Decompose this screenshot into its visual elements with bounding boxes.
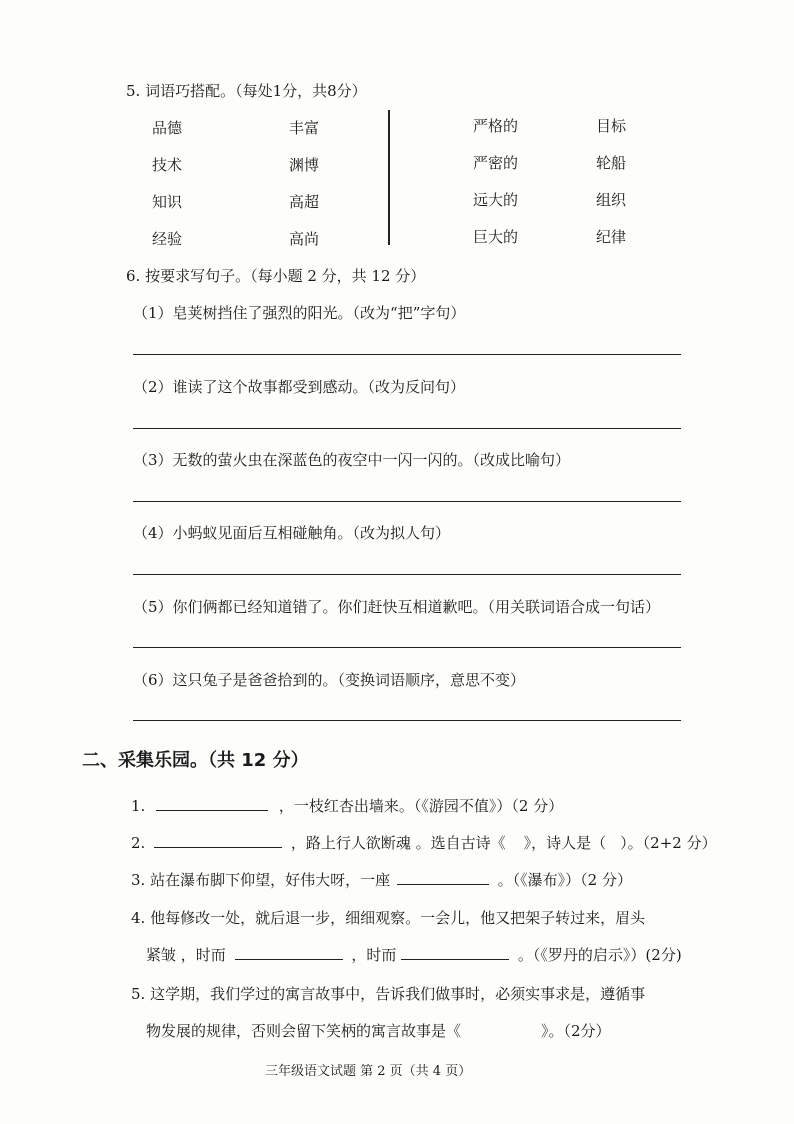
q5-right-match-word: 目标 [596,117,627,135]
s2-item-1-text: ，一枝红杏出墙来。（《游园不值》）（2 分） [278,797,564,815]
s2-item-4-line2 [146,944,682,965]
q5-left-match-word: 高尚 [289,230,320,248]
fill-blank[interactable] [235,945,343,960]
answer-line[interactable] [133,428,681,429]
q5-left-match-word: 高超 [289,193,320,211]
answer-line[interactable] [133,574,681,575]
q5-right-word: 远大的 [473,191,519,209]
q5-right-word: 严格的 [473,117,519,135]
answer-line[interactable] [133,354,681,355]
s2-item-1-number: 1. [131,797,146,815]
s2-item-2-text: ）。（2+2 分） [620,834,717,852]
q5-right-word: 严密的 [473,154,519,172]
s2-item-1 [131,795,563,816]
q5-left-word: 品德 [152,119,183,137]
s2-item-5-text: 物发展的规律，否则会留下笑柄的寓言故事是《 [146,1022,462,1040]
q6-item: （3）无数的萤火虫在深蓝色的夜空中一闪一闪的。（改成比喻句） [133,451,571,469]
section-2-title: 二、采集乐园。（共 12 分） [82,750,309,771]
q5-right-match-word: 组织 [596,191,627,209]
fill-blank[interactable] [156,796,268,811]
answer-line[interactable] [133,720,681,721]
s2-item-4-line1: 4. 他每修改一处，就后退一步，细细观察。一会儿，他又把架子转过来，眉头 [131,909,646,927]
s2-item-5-text: 》。（2分） [541,1022,611,1040]
s2-item-2 [131,832,717,853]
q6-item: （4）小蚂蚁见面后互相碰触角。（改为拟人句） [133,524,451,542]
s2-item-5-line2 [146,1020,611,1041]
fill-blank[interactable] [401,945,509,960]
q5-right-match-word: 轮船 [596,154,627,172]
q5-divider [388,110,390,245]
q6-title: 6. 按要求写句子。（每小题 2 分，共 12 分） [126,267,426,285]
q5-left-word: 经验 [152,230,183,248]
q5-left-word: 知识 [152,193,183,211]
s2-item-3 [131,869,632,890]
s2-item-3-text: 。（《瀑布》）（2 分） [497,871,632,889]
q6-item: （1）皂荚树挡住了强烈的阳光。（改为“把”字句） [133,304,466,322]
fill-blank[interactable] [397,870,489,885]
page-footer: 三年级语文试题 第 2 页（共 4 页） [265,1064,472,1079]
q5-right-match-word: 纪律 [596,228,627,246]
s2-item-3-text: 3. 站在瀑布脚下仰望，好伟大呀，一座 [131,871,391,889]
fill-blank[interactable] [154,833,282,848]
s2-item-2-text: 》，诗人是（ [523,834,607,852]
s2-item-2-text: ，路上行人欲断魂 。选自古诗《 [290,834,506,852]
q5-title: 5. 词语巧搭配。（每处1分，共8分） [126,82,367,100]
s2-item-5-line1: 5. 这学期，我们学过的寓言故事中，告诉我们做事时，必须实事求是，遵循事 [131,985,646,1003]
q6-item: （2）谁读了这个故事都受到感动。（改为反问句） [133,378,466,396]
s2-item-4-text: 。（《罗丹的启示》）(2分) [517,946,682,964]
q6-item: （5）你们俩都已经知道错了。你们赶快互相道歉吧。（用关联词语合成一句话） [133,598,661,616]
answer-line[interactable] [133,647,681,648]
s2-item-2-number: 2. [131,834,146,852]
s2-item-4-text: 紧皱 ，时而 [146,946,226,964]
q6-item: （6）这只兔子是爸爸拾到的。（变换词语顺序，意思不变） [133,671,526,689]
answer-line[interactable] [133,501,681,502]
s2-item-4-text: ，时而 [351,946,397,964]
q5-left-match-word: 丰富 [289,119,320,137]
q5-left-match-word: 渊博 [289,156,320,174]
q5-left-word: 技术 [152,156,183,174]
q5-right-word: 巨大的 [473,228,519,246]
